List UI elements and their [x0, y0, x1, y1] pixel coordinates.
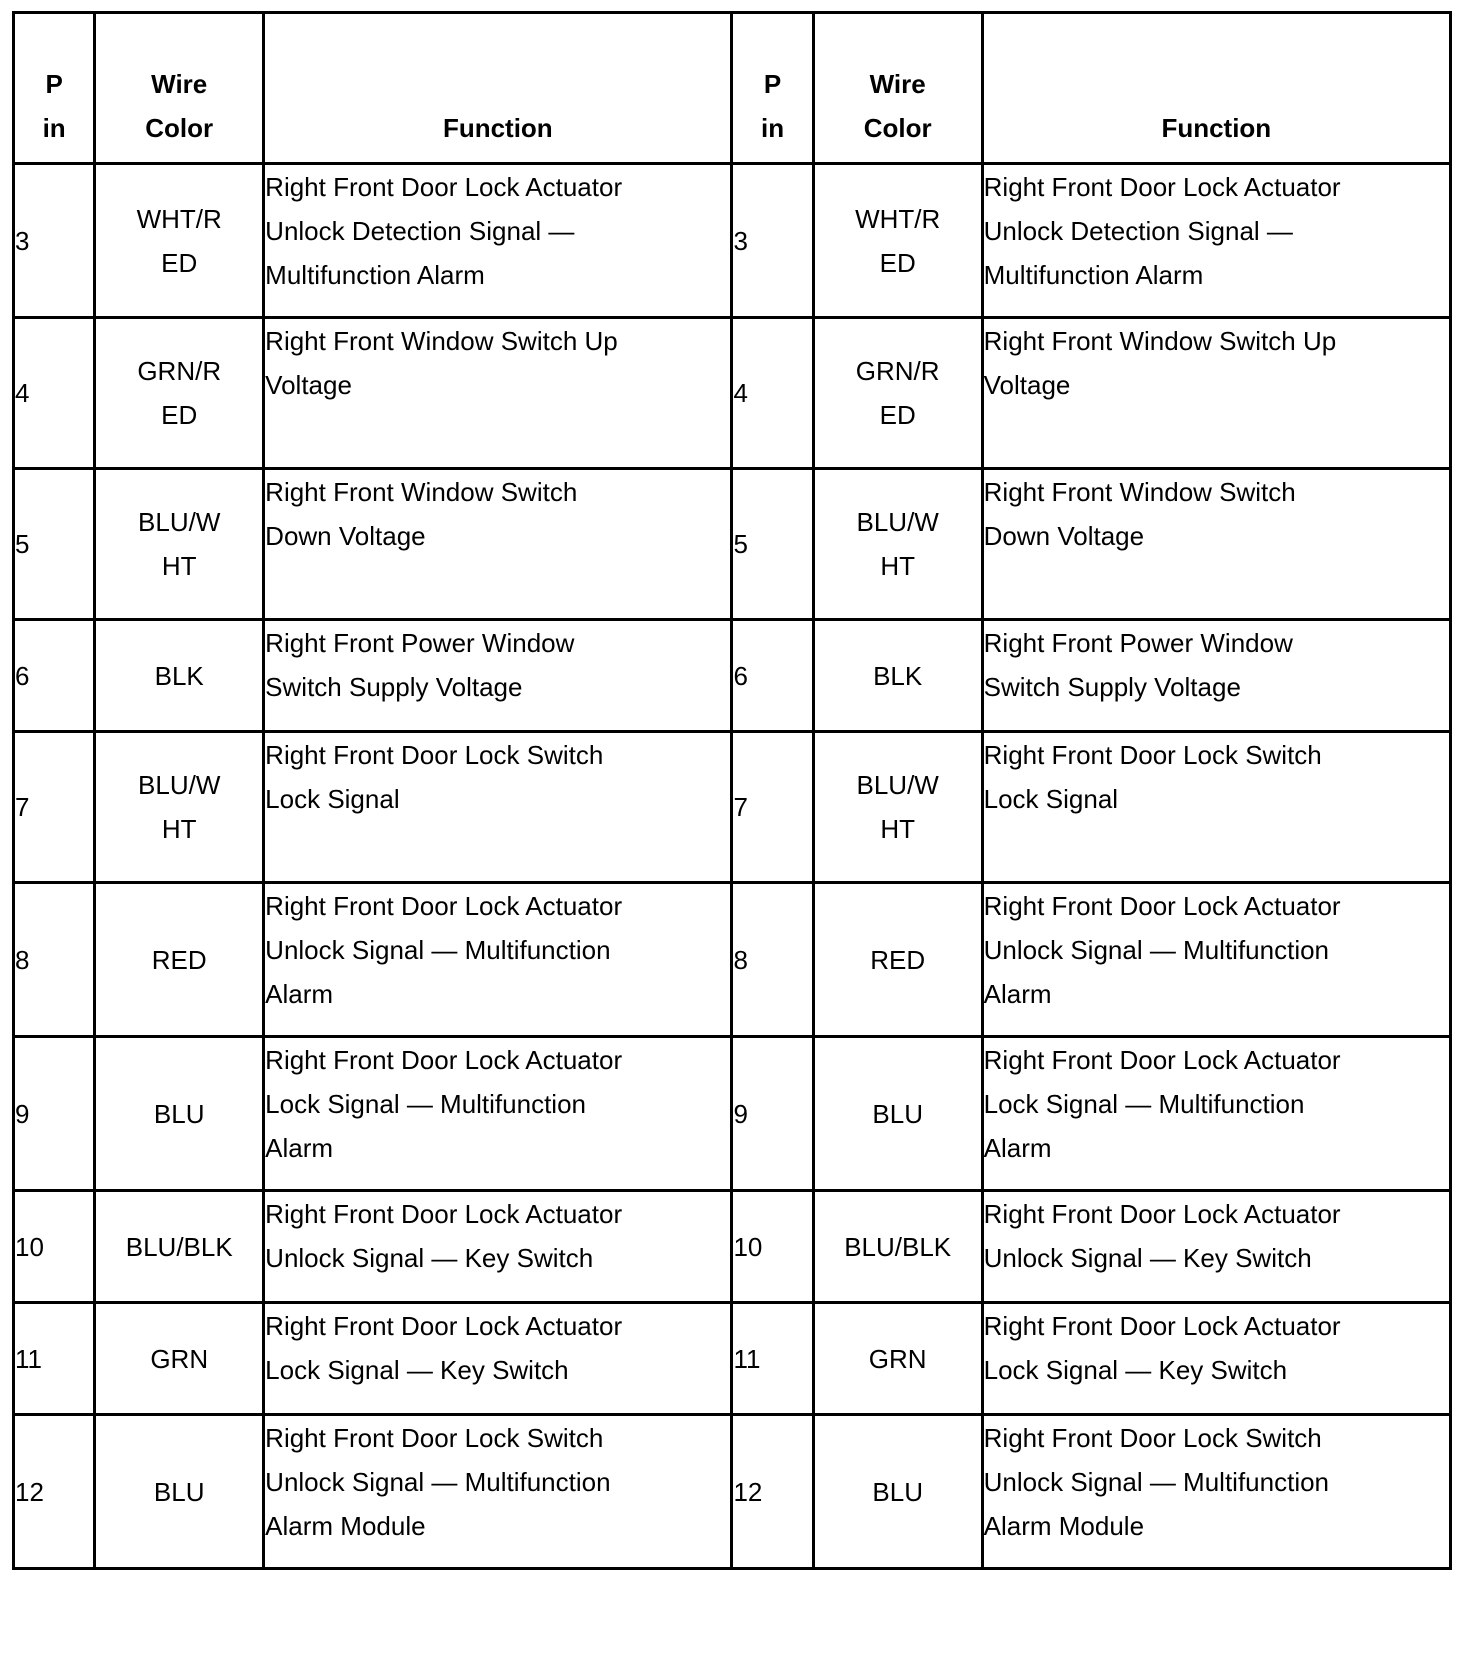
pin-cell: 3: [14, 164, 95, 318]
wire-color-cell: BLU: [813, 1415, 982, 1569]
pin-cell: 12: [732, 1415, 813, 1569]
pin-cell: 9: [14, 1037, 95, 1191]
header-wire-color-left: Wire Color: [95, 13, 264, 164]
wire-color-cell: BLU/W HT: [95, 732, 264, 883]
pin-cell: 12: [14, 1415, 95, 1569]
function-cell: Right Front Door Lock Actuator Unlock Signal — Multifunction Alarm: [264, 883, 732, 1037]
header-pin-left: P in: [14, 13, 95, 164]
wire-color-cell: GRN/R ED: [95, 318, 264, 469]
function-cell: Right Front Door Lock Actuator Unlock Signal — Key Switch: [264, 1191, 732, 1303]
wire-color-cell: GRN: [813, 1303, 982, 1415]
function-cell: Right Front Door Lock Switch Unlock Signal — Multifunction Alarm Module: [264, 1415, 732, 1569]
function-cell: Right Front Door Lock Actuator Unlock Signal — Multifunction Alarm: [982, 883, 1450, 1037]
function-cell: Right Front Door Lock Actuator Unlock Detection Signal — Multifunction Alarm: [982, 164, 1450, 318]
pin-cell: 8: [14, 883, 95, 1037]
wire-color-cell: BLK: [813, 620, 982, 732]
function-cell: Right Front Door Lock Actuator Lock Signal — Multifunction Alarm: [982, 1037, 1450, 1191]
pin-cell: 5: [732, 469, 813, 620]
wire-color-cell: BLU/W HT: [813, 469, 982, 620]
header-pin-right: P in: [732, 13, 813, 164]
pinout-table: [12, 11, 1452, 1570]
table-row: [14, 883, 1451, 1037]
wire-color-cell: BLK: [95, 620, 264, 732]
header-function-left: Function: [264, 13, 732, 164]
pin-cell: 11: [14, 1303, 95, 1415]
function-cell: Right Front Door Lock Actuator Unlock Signal — Key Switch: [982, 1191, 1450, 1303]
function-cell: Right Front Door Lock Actuator Lock Signal — Multifunction Alarm: [264, 1037, 732, 1191]
wire-color-cell: GRN/R ED: [813, 318, 982, 469]
function-cell: Right Front Power Window Switch Supply Voltage: [264, 620, 732, 732]
header-row: [14, 13, 1451, 164]
wire-color-cell: BLU/BLK: [813, 1191, 982, 1303]
table-row: [14, 620, 1451, 732]
function-cell: Right Front Door Lock Actuator Unlock Detection Signal — Multifunction Alarm: [264, 164, 732, 318]
function-cell: Right Front Door Lock Switch Lock Signal: [982, 732, 1450, 883]
pin-cell: 9: [732, 1037, 813, 1191]
header-function-right: Function: [982, 13, 1450, 164]
pin-cell: 7: [14, 732, 95, 883]
table-row: [14, 469, 1451, 620]
wire-color-cell: BLU/W HT: [813, 732, 982, 883]
wire-color-cell: BLU/W HT: [95, 469, 264, 620]
function-cell: Right Front Window Switch Up Voltage: [264, 318, 732, 469]
wire-color-cell: WHT/R ED: [813, 164, 982, 318]
table-row: [14, 732, 1451, 883]
pin-cell: 10: [14, 1191, 95, 1303]
wire-color-cell: RED: [813, 883, 982, 1037]
function-cell: Right Front Door Lock Switch Unlock Signal — Multifunction Alarm Module: [982, 1415, 1450, 1569]
pin-cell: 11: [732, 1303, 813, 1415]
wire-color-cell: GRN: [95, 1303, 264, 1415]
wire-color-cell: BLU: [95, 1037, 264, 1191]
pin-cell: 4: [14, 318, 95, 469]
function-cell: Right Front Door Lock Actuator Lock Signal — Key Switch: [982, 1303, 1450, 1415]
function-cell: Right Front Door Lock Actuator Lock Signal — Key Switch: [264, 1303, 732, 1415]
function-cell: Right Front Window Switch Down Voltage: [264, 469, 732, 620]
pin-cell: 6: [732, 620, 813, 732]
pin-cell: 5: [14, 469, 95, 620]
pin-cell: 8: [732, 883, 813, 1037]
table-row: [14, 164, 1451, 318]
wire-color-cell: BLU: [95, 1415, 264, 1569]
wire-color-cell: WHT/R ED: [95, 164, 264, 318]
table-row: [14, 1415, 1451, 1569]
table-row: [14, 1037, 1451, 1191]
pin-cell: 10: [732, 1191, 813, 1303]
wire-color-cell: BLU: [813, 1037, 982, 1191]
table-row: [14, 1191, 1451, 1303]
function-cell: Right Front Window Switch Up Voltage: [982, 318, 1450, 469]
wire-color-cell: BLU/BLK: [95, 1191, 264, 1303]
table-row: [14, 318, 1451, 469]
pin-cell: 4: [732, 318, 813, 469]
function-cell: Right Front Door Lock Switch Lock Signal: [264, 732, 732, 883]
pin-cell: 7: [732, 732, 813, 883]
function-cell: Right Front Window Switch Down Voltage: [982, 469, 1450, 620]
table-row: [14, 1303, 1451, 1415]
pin-cell: 6: [14, 620, 95, 732]
pin-cell: 3: [732, 164, 813, 318]
header-wire-color-right: Wire Color: [813, 13, 982, 164]
wire-color-cell: RED: [95, 883, 264, 1037]
function-cell: Right Front Power Window Switch Supply Voltage: [982, 620, 1450, 732]
